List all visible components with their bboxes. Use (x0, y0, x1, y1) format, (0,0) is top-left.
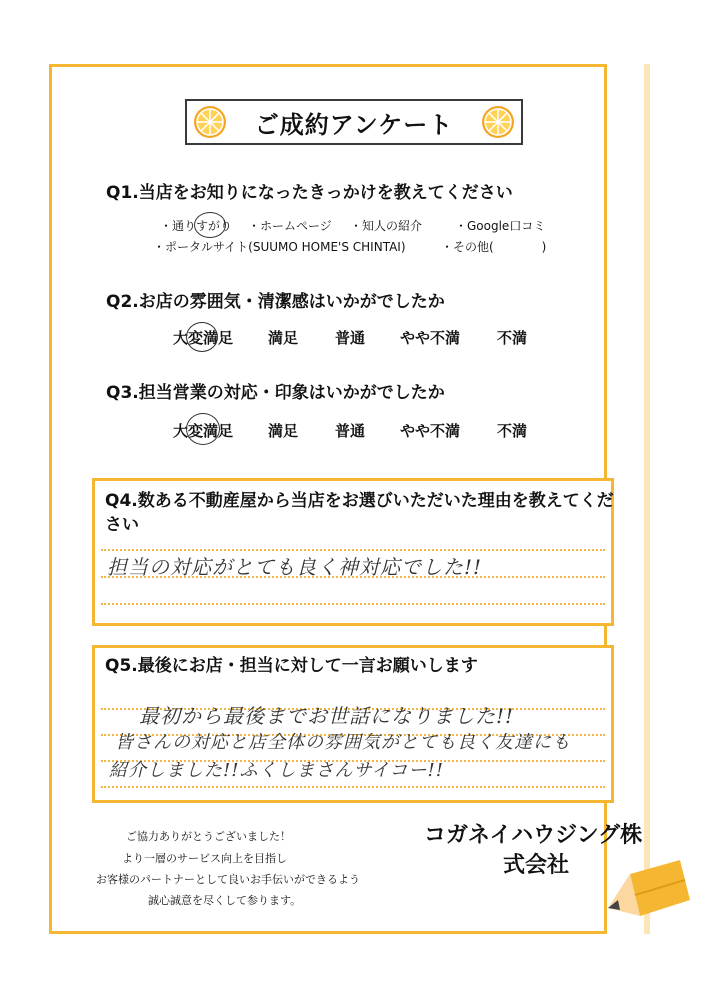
q2-rating-dissatisfied[interactable]: 不満 (497, 329, 528, 347)
q5-line (101, 786, 605, 788)
q5-answer-line-2[interactable]: 皆さんの対応と店全体の雰囲気がとても良く友達にも (115, 732, 571, 753)
q1-question: Q1.当店をお知りになったきっかけを教えてください (106, 183, 513, 203)
thanks-line-2: より一層のサービス向上を目指し (122, 852, 287, 865)
q3-rating-neutral[interactable]: 普通 (335, 422, 366, 440)
q3-rating-satisfied[interactable]: 満足 (268, 422, 299, 440)
q2-rating-somewhat-dissatisfied[interactable]: やや不満 (400, 329, 461, 347)
q1-option-homepage[interactable]: ・ホームページ (248, 219, 332, 233)
pencil-icon (600, 860, 690, 930)
q3-rating-dissatisfied[interactable]: 不満 (497, 422, 528, 440)
q2-rating-neutral[interactable]: 普通 (335, 329, 366, 347)
q1-selection-mark (194, 212, 226, 238)
q2-rating-very-satisfied[interactable]: 大変満足 (173, 329, 234, 347)
q5-box (92, 645, 614, 803)
q4-box (92, 478, 614, 626)
lemon-slice-icon (193, 105, 227, 139)
lemon-slice-icon (481, 105, 515, 139)
q3-question: Q3.担当営業の対応・印象はいかがでしたか (106, 383, 445, 403)
q1-option-google[interactable]: ・Google口コミ (455, 219, 546, 233)
q5-answer-line-3[interactable]: 紹介しました!!ふくしまさんサイコー!! (109, 760, 444, 781)
company-name-line-1: コガネイハウジング株 (424, 823, 643, 848)
q4-answer[interactable]: 担当の対応がとても良く神対応でした!! (107, 555, 483, 579)
q4-line (101, 603, 605, 605)
q1-option-referral[interactable]: ・知人の紹介 (350, 219, 423, 233)
company-name-line-2: 式会社 (503, 853, 570, 878)
q1-option-passing[interactable]: ・通りすがり (160, 219, 233, 233)
q3-rating-very-satisfied[interactable]: 大変満足 (173, 422, 234, 440)
q4-question: Q4.数ある不動産屋から当店をお選びいただいた理由を教えてください (105, 491, 614, 535)
thanks-line-4: 誠心誠意を尽くして参ります。 (148, 894, 302, 907)
title-box (185, 99, 523, 145)
q1-option-other[interactable]: ・その他( ) (441, 240, 547, 254)
q2-question: Q2.お店の雰囲気・清潔感はいかがでしたか (106, 292, 445, 312)
q2-rating-satisfied[interactable]: 満足 (268, 329, 299, 347)
q3-rating-somewhat-dissatisfied[interactable]: やや不満 (400, 422, 461, 440)
q3-selection-mark (186, 413, 220, 445)
thanks-line-1: ご協力ありがとうございました！ (126, 830, 291, 843)
q5-question: Q5.最後にお店・担当に対して一言お願いします (105, 656, 478, 676)
q1-option-portal[interactable]: ・ポータルサイト(SUUMO HOME'S CHINTAI) (153, 240, 406, 254)
page-title: ご成約アンケート (254, 110, 454, 139)
q5-answer-line-1[interactable]: 最初から最後までお世話になりました!! (139, 704, 515, 728)
frame-shadow (644, 64, 650, 934)
thanks-line-3: お客様のパートナーとして良いお手伝いができるよう (96, 873, 360, 886)
q2-selection-mark (186, 322, 218, 352)
